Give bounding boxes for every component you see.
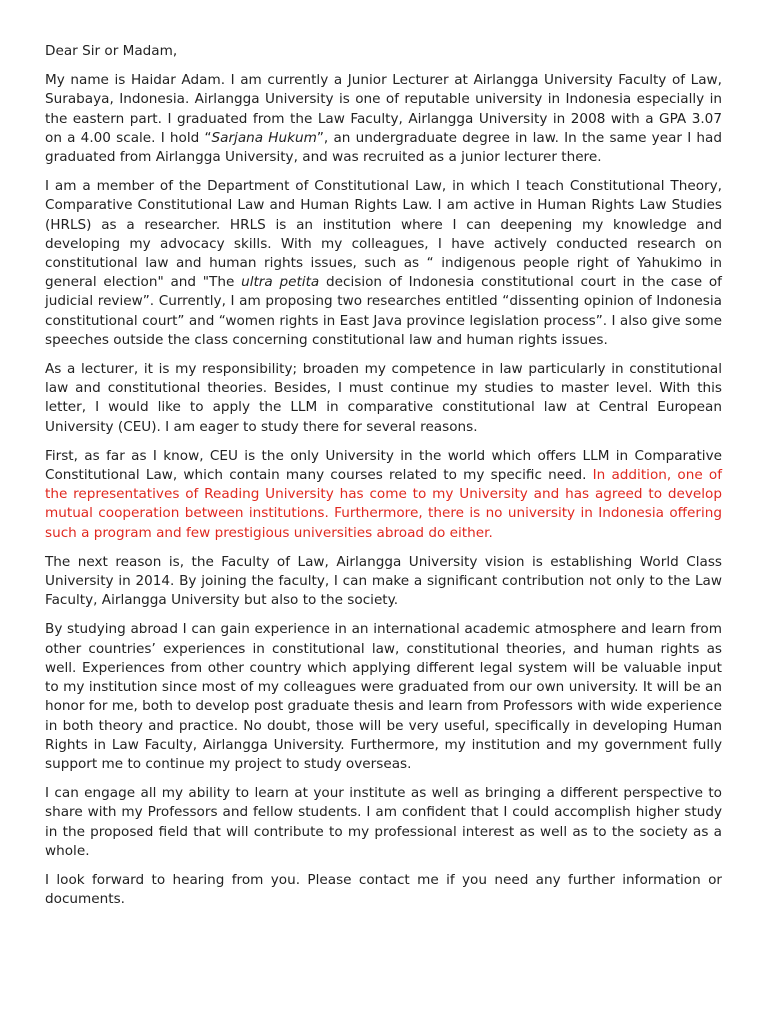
paragraph-introduction-text-2: ”, an undergraduate degree in law. In the same year I had graduated from Airlangga University, and was recruited as a junior lecturer there. [45, 129, 722, 166]
paragraph-introduction-text-1: My name is Haidar Adam. I am currently a Junior Lecturer at Airlangga University Faculty of Law, Surabaya, Indonesia. Airlangga University is one of reputable university in Indonesia especially in the eastern part. I graduated from the Law Faculty, Airlangga University in 2008 with a GPA 3.07 on a 4.00 scale. I hold “ [45, 72, 722, 146]
ultra-petita-term: ultra petita [241, 274, 320, 291]
paragraph-engagement: I can engage all my ability to learn at your institute as well as bringing a different perspective to share with my Professors and fellow students. I am confident that I could accomplish higher study in the proposed field that will contribute to my professional interest as well as to the society as a whole. [45, 785, 722, 859]
paragraph-studying-abroad: By studying abroad I can gain experience in an international academic atmosphere and learn from other countries’ experiences in constitutional law, constitutional theories, and human rights as well. Experiences from other country which applying different legal system will be valuable input to my institution since most of my colleagues were graduated from our own university. It will be an honor for me, both to develop post graduate thesis and learn from Professors with wide experience in both theory and practice. No doubt, those will be very useful, specifically in developing Human Rights in Law Faculty, Airlangga University. Furthermore, my institution and my government fully support me to continue my project to study overseas. [45, 621, 722, 772]
salutation: Dear Sir or Madam, [45, 43, 178, 59]
paragraph-first-reason-text: First, as far as I know, CEU is the only University in the world which offers LLM in Comparative Constitutional Law, which contain many courses related to my specific need. [45, 447, 722, 484]
degree-name: Sarjana Hukum [211, 129, 317, 146]
paragraph-next-reason: The next reason is, the Faculty of Law, Airlangga University vision is establishing World Class University in 2014. By joining the faculty, I can make a significant contribution not only to the Law Faculty, Airlangga University but also to the society. [45, 553, 722, 609]
paragraph-department-text-1: I am a member of the Department of Constitutional Law, in which I teach Constitutional Theory, Comparative Constitutional Law and Human Rights Law. I am active in Human Rights Law Studies (HRLS) as a researcher. HRLS is an institution where I can deepening my knowledge and developing my advocacy skills. With my colleagues, I have actively conducted research on constitutional law and human rights issues, such as “ indigenous people right of Yahukimo in general election" and "The [45, 178, 722, 291]
paragraph-responsibility: As a lecturer, it is my responsibility; broaden my competence in law particularly in constitutional law and constitutional theories. Besides, I must continue my studies to master level. With this letter, I would like to apply the LLM in comparative constitutional law at Central European University (CEU). I am eager to study there for several reasons. [45, 361, 722, 435]
paragraph-department [45, 177, 722, 350]
paragraph-department-text-2: decision of Indonesia constitutional court in the case of judicial review”. Currently, I am proposing two researches entitled “dissenting opinion of Indonesia constitutional court” and “women rights in East Java province legislation process”. I also give some speeches outside the class concerning constitutional law and human rights issues. [45, 274, 722, 348]
paragraph-first-reason [45, 447, 722, 543]
paragraph-closing: I look forward to hearing from you. Please contact me if you need any further information or documents. [45, 871, 722, 908]
letter-page [45, 42, 722, 919]
paragraph-introduction [45, 71, 722, 167]
highlighted-text: In addition, one of the representatives of Reading University has come to my University and has agreed to develop mutual cooperation between institutions. Furthermore, there is no university in Indonesia offering such a program and few prestigious universities abroad do either. [45, 467, 722, 541]
